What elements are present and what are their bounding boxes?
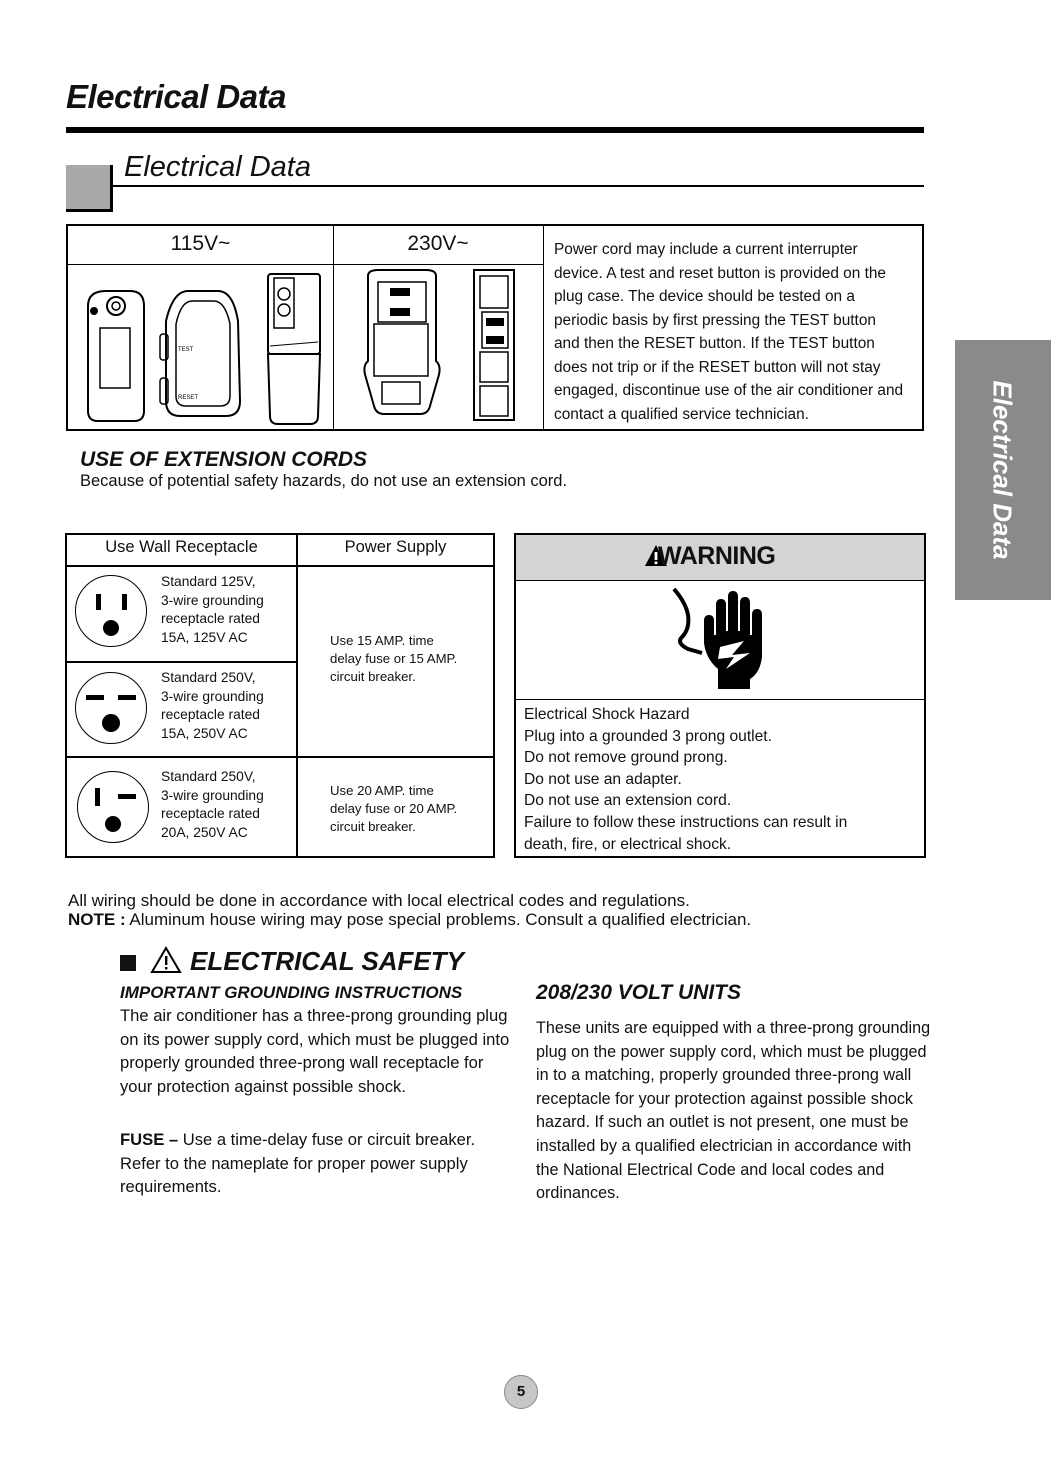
electrical-safety-title: ELECTRICAL SAFETY <box>190 946 464 976</box>
extension-heading: USE OF EXTENSION CORDS <box>80 448 368 471</box>
warning-text <box>524 704 847 855</box>
plug-table <box>66 224 924 431</box>
rec-row-rule <box>67 756 493 758</box>
rec-desc-line: 20A, 250V AC <box>161 824 248 840</box>
grounding-subtitle: IMPORTANT GROUNDING INSTRUCTIONS <box>120 983 463 1002</box>
extension-text: Because of potential safety hazards, do not use an extension cord. <box>80 472 568 490</box>
rec-desc-line: receptacle rated <box>161 806 260 821</box>
outlet-250v-20a-icon <box>77 771 149 843</box>
outlet-125v-15a-icon <box>75 575 147 647</box>
fuse-paragraph <box>120 1128 510 1199</box>
rec-desc-line: 15A, 125V AC <box>161 629 248 645</box>
shock-hand-icon <box>666 585 776 695</box>
supply-line: delay fuse or 15 AMP. <box>330 651 458 666</box>
note <box>68 910 751 930</box>
wiring-text: All wiring should be done in accordance with local electrical codes and regulations. <box>68 891 690 910</box>
supply-15a <box>330 632 457 686</box>
plug-230v-illustration <box>334 266 543 426</box>
plug-header-rule <box>68 264 543 265</box>
rec-col-supply: Power Supply <box>344 538 447 556</box>
desc-line: engaged, discontinue use of the air conditioner and <box>554 382 904 399</box>
warning-box <box>514 533 926 858</box>
plug-divider-2 <box>543 226 544 429</box>
desc-line: Power cord may include a current interrupter <box>554 241 858 258</box>
rec-desc-line: 15A, 250V AC <box>161 725 248 741</box>
rec-desc-line: 3-wire grounding <box>161 592 264 608</box>
warning-line: Do not use an extension cord. <box>524 792 732 810</box>
side-tab-label-wrap <box>962 360 1042 580</box>
rec-row-rule <box>67 661 296 663</box>
rec-desc-line: receptacle rated <box>161 611 260 626</box>
rec-row-3-desc <box>161 768 264 842</box>
side-tab-label: Electrical Data <box>987 380 1018 560</box>
col-230v: 230V~ <box>407 232 469 255</box>
supply-line: delay fuse or 20 AMP. <box>330 801 458 816</box>
note-text: Aluminum house wiring may pose special problems. Consult a qualified electrician. <box>125 910 752 929</box>
rec-header-rule <box>67 565 493 567</box>
test-label: TEST <box>178 347 194 353</box>
desc-line: and then the RESET button. If the TEST button <box>554 335 875 352</box>
rec-row-2-desc <box>161 669 264 743</box>
rec-desc-line: 3-wire grounding <box>161 688 264 704</box>
warning-line: Do not remove ground prong. <box>524 749 728 767</box>
outlet-250v-15a-icon <box>75 672 147 744</box>
plug-115v-illustration <box>78 266 333 426</box>
rec-divider <box>296 535 298 856</box>
warning-line: Failure to follow these instructions can result in <box>524 813 848 831</box>
supply-20a <box>330 782 457 836</box>
section-marker <box>66 165 113 212</box>
note-label: NOTE : <box>68 910 126 929</box>
warning-image-area <box>516 581 924 700</box>
desc-line: periodic basis by first pressing the TEST button <box>554 311 876 329</box>
warning-title: WARNING <box>658 542 776 570</box>
caution-triangle-icon <box>150 946 182 974</box>
title-rule <box>66 127 924 133</box>
section-title: Electrical Data <box>124 151 311 183</box>
supply-line: circuit breaker. <box>330 669 416 684</box>
rec-desc-line: receptacle rated <box>161 707 260 722</box>
rec-desc-line: Standard 125V, <box>161 574 256 589</box>
warning-line: Electrical Shock Hazard <box>524 706 690 723</box>
rec-desc-line: Standard 250V, <box>161 769 256 784</box>
desc-line: plug case. The device should be tested on a <box>554 288 855 305</box>
rec-desc-line: 3-wire grounding <box>161 787 264 803</box>
warning-line: Plug into a grounded 3 prong outlet. <box>524 727 772 745</box>
bullet-square-icon <box>120 955 136 971</box>
desc-line: contact a qualified service technician. <box>554 405 809 423</box>
rec-col-receptacle: Use Wall Receptacle <box>105 538 258 556</box>
desc-line: device. A test and reset button is provided on the <box>554 264 886 282</box>
volt-units-body: These units are equipped with a three-prong grounding plug on the power supply cord, which must be plugged in to a matching, properly grounded three-prong wall receptacle for your protection against possible shock hazard. If such an outlet is not present, one must be installed by a qualified electrician in accordance with the National Electrical Code and local codes and ordinances. <box>536 1019 931 1203</box>
page-title: Electrical Data <box>66 78 286 115</box>
desc-line: does not trip or if the RESET button will not stay <box>554 358 881 376</box>
rec-row-1-desc <box>161 573 264 647</box>
power-cord-description <box>554 238 926 426</box>
rec-desc-line: Standard 250V, <box>161 670 256 685</box>
supply-line: circuit breaker. <box>330 819 416 834</box>
reset-label: RESET <box>178 395 199 401</box>
warning-line: Do not use an adapter. <box>524 770 682 788</box>
col-115v: 115V~ <box>170 232 231 255</box>
warning-header <box>516 535 924 581</box>
grounding-body: The air conditioner has a three-prong grounding plug on its power supply cord, which must be plugged into properly grounded three-prong wall receptacle for your protection against possible shock. <box>120 1006 510 1096</box>
receptacle-table <box>65 533 495 858</box>
warning-line: death, fire, or electrical shock. <box>524 835 732 853</box>
fuse-text: Use a time-delay fuse or circuit breaker. Refer to the nameplate for proper power supply requirements. <box>120 1130 476 1197</box>
page-number: 5 <box>504 1375 538 1409</box>
supply-line: Use 15 AMP. time <box>330 633 434 648</box>
fuse-label: FUSE – <box>120 1130 179 1149</box>
supply-line: Use 20 AMP. time <box>330 783 434 798</box>
volt-units-title: 208/230 VOLT UNITS <box>536 981 742 1004</box>
section-rule <box>110 185 924 187</box>
